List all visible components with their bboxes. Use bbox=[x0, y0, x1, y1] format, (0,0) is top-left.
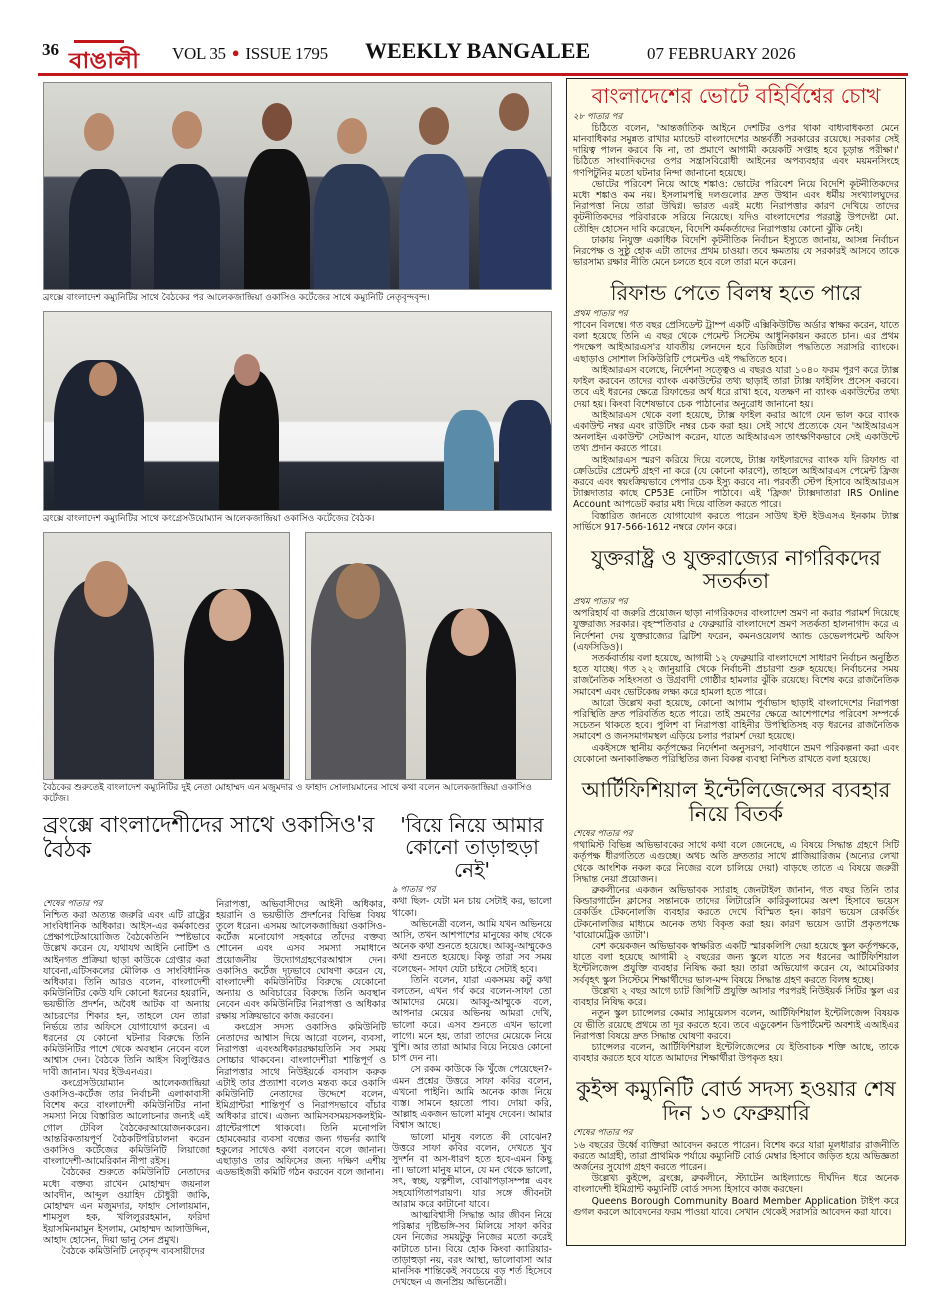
jump-line: শেষের পাতার পর bbox=[573, 829, 633, 840]
photo-conversation-1 bbox=[43, 532, 290, 780]
paragraph: সতর্কবার্তায় বলা হয়েছে, আগামী ১২ ফেব্রুয়ারি বাংলাদেশে সাধারণ নির্বাচন অনুষ্ঠিত হতে যাচ্ছে। গত ২২ জানুয়ারি থেকে নির্বাচনী প্রচারণা শুরু হয়েছে। নির্বাচনের সময় রাজনৈতিক সহিংসতা ও উগ্রবাদী গোষ্ঠীর হামলার ঝুঁকি রয়েছে। বিশেষ করে রাজনৈতিক সমাবেশ এবং ভোটকেন্দ্র লক্ষ্য করে হামলা হতে পারে। bbox=[573, 652, 899, 698]
article-body bbox=[573, 1128, 899, 1218]
header-rule bbox=[38, 73, 908, 76]
paragraph: ভালো মানুষ বলতে কী বোঝেন? উত্তরে সাফা কবির বলেন, দেখতে খুব সুদর্শন বা অস-ধারণ হতে হবে-এমন কিছু না। ভালো মানুষ মানে, যে মন থেকে ভালো, সৎ, স্বচ্ছ, যত্নশীল, বোঝাপড়াসম্পন্ন এবং সহযোগিতাপরায়ণ। যার সঙ্গে জীবনটা আরাম করে কাটানো যাবে। bbox=[392, 1131, 552, 1210]
article-headline: রিফান্ড পেতে বিলম্ব হতে পারে bbox=[610, 281, 862, 306]
left-column bbox=[43, 82, 552, 1288]
photo-meeting bbox=[43, 311, 552, 511]
volume: VOL 35 bbox=[172, 44, 226, 63]
paragraph: অপরিহার্য বা জরুরি প্রয়োজন ছাড়া নাগরিকদের বাংলাদেশ ভ্রমণ না করার পরামর্শ দিয়েছে যুক্তরাজ্য সরকার। বৃহস্পতিবার ৫ ফেব্রুয়ারি বাংলাদেশে ভ্রমণ সতর্কতা হালনাগাদ করে এ নির্দেশনা দেয় যুক্তরাজ্যের ব্রিটিশ ফরেন, কমনওয়েলথ অ্যান্ড ডেভেলপমেন্ট অফিস (এফসিডিও)। bbox=[573, 608, 899, 653]
right-article bbox=[573, 1078, 899, 1218]
jump-line: ২৮ পাতার পর bbox=[573, 111, 623, 122]
paper-name: WEEKLY BANGALEE bbox=[365, 38, 591, 63]
paragraph: গথামিস্ট বিভিন্ন অভিভাবকের সাথে কথা বলে জেনেছে, এ বিষয়ে সিদ্ধান্ত গ্রহণে সিটি কর্তৃপক্ষ ধীরগতিতে এগুচ্ছে। অথচ অতি দ্রুততার সাথে প্লাজিয়ারিজম (অন্যের লেখা থেকে আংশিক নকল করে নিজের বলে চালিয়ে দেয়া) বাড়ছে তাতে এ বিষয়ে জরুরী সিদ্ধান্ত নেয়া প্রয়োজন। bbox=[573, 840, 899, 885]
paragraph: কংগ্রেসউয়োম্যান আলেকজান্দ্রিয়া ওকাসিও-কর্টেজ তার নির্বাচনী এলাকাবাসী বিশেষ করে বাংলাদেশী কমিউনিটির নানা সমস্যা নিয়ে বিস্তারিত আলোচনার জন্যই এই গোল টেবিল বৈঠকেরআয়োজনকরেন। আন্তরিকতায়পূর্ণ বৈঠকটিপরিচালনা করেন ওকাসিও কর্টেজের কমিউনিটি লিয়াজো বাংলাদেশী-আমেরিকান নীপা রইস। bbox=[43, 1077, 210, 1168]
paragraph: বৈঠকের শুরুতে কমিউনিটি নেতাদের মধ্যে বক্তব্য রাখেন মোহাম্মদ জয়নাল আবদীন, আব্দুল ওয়াহিদ চৌধুরী জাকি, মোহাম্মদ এন মজুমদার, ফাহাদ সোলায়মান, শামসুল হক, খলিলুররহমান, ফরিদা ইয়াসমিনমামুন ইসলাম, মোহাম্মদ আলাউদ্দিন, আহাদ হোসেন, দিয়া ভানু সেন প্রমুখ। bbox=[43, 1167, 210, 1246]
right-article bbox=[573, 779, 899, 1064]
photo-group bbox=[43, 82, 552, 290]
article-column bbox=[43, 899, 210, 1289]
bullet-icon: ● bbox=[231, 45, 240, 60]
paragraph: ১৬ বছরের উর্ধ্বে ব্যক্তিরা আবেদন করতে পারেন। বিশেষ করে যারা মূলধারার রাজনীতি করতে আগ্রহী, তারা প্রাথমিক পর্যায়ে কম্যুনিটি বোর্ড মেম্বার হিসাবে জড়িত হয়ে অভিজ্ঞতা অর্জনের সুযোগ গ্রহণ করতে পারেন। bbox=[573, 1139, 899, 1173]
photo-caption: বৈঠকের শুরুতেই বাংলাদেশ কম্যুনিটির দুই নেতা মোহাম্মদ এন মজুমদার ও ফাহাদ সোলায়মানের সাথে কথা বলেন আলেকজান্দ্রিয়া ওকাসিও কর্টেজ। bbox=[43, 783, 532, 804]
issue: ISSUE 1795 bbox=[245, 44, 328, 63]
jump-line: প্রথম পাতার পর bbox=[573, 596, 628, 607]
photo-row bbox=[43, 532, 552, 780]
paragraph: আরো উল্লেখ করা হয়েছে, কোনো আগাম পূর্বাভাস ছাড়াই বাংলাদেশের নিরাপত্তা পরিস্থিতি দ্রুত পরিবর্তিত হতে পারে। তাই ভ্রমণের ক্ষেত্রে আশেপাশের পরিবেশ সম্পর্কে সচেতন থাকতে হবে। পুলিশ বা নিরাপত্তা বাহিনীর উপস্থিতিসহ বড় ধরনের রাজনৈতিক সমাবেশ ও জনসমাগমস্থল এড়িয়ে চলার পরামর্শ দেয়া হয়েছে। bbox=[573, 697, 899, 743]
photo-conversation-2 bbox=[305, 532, 552, 780]
issue-date: 07 FEBRUARY 2026 bbox=[647, 44, 796, 63]
paragraph: আত্মবিশ্বাসী সিদ্ধান্ত আর জীবন নিয়ে পরিষ্কার দৃষ্টিভঙ্গি-সব মিলিয়ে সাফা কবির যেন নিজের সময়টুকু নিজের মতো করেই কাটাতে চান। বিয়ে হোক কিংবা ক্যারিয়ার-তাড়াহুড়া নয়, বরং আস্থা, ভালোবাসা আর মানসিক শান্তিকেই সবচেয়ে বড় শর্ত হিসেবে দেখছেন এ জনপ্রিয় অভিনেত্রী। bbox=[392, 1210, 552, 1289]
jump-line: ৯ পাতার পর bbox=[392, 885, 436, 896]
paragraph: নিরাপত্তা, অভিবাসীদের আইনী অধিকার, হয়রানি ও ভয়ভীতি প্রদর্শনের বিভিন্ন বিষয় তুলে ধরেন। এসময় আলেকজান্দ্রিয়া ওকাসিও-কর্টেজ মনোযোগ সহকারে তাঁদের বক্তব্য শোনেন এবং এসব সমস্যা সমাধানে প্রয়োজনীয় উদ্যোগগ্রহণেরআশ্বাস দেন।ওকাসিও কর্টেজ দৃঢ়ভাবে ঘোষণা করেন যে, বাংলাদেশী কমিউনিটির বিরুদ্ধে যেকোনো অন্যায় ও অবিচারের বিরুদ্ধে তিনি অবস্থান নেবেন এবং কমিউনিটির নিরাপত্তা ও অধিকার রক্ষায় সক্রিয়ভাবে কাজ করবেন। bbox=[216, 898, 386, 1022]
paragraph: একইসঙ্গে স্থানীয় কর্তৃপক্ষের নির্দেশনা অনুসরণ, সাবধানে ভ্রমণ পরিকল্পনা করা এবং যেকোনো অনাকাঙ্ক্ষিত পরিস্থিতির জন্য বিকল্প ব্যবস্থা নিশ্চিত রাখতে বলা হয়েছে। bbox=[573, 742, 899, 765]
paragraph: আইআরএস স্মরণ করিয়ে দিয়ে বলেছে, ট্যাক্স ফাইলারদের ব্যাংক যদি রিফান্ড বা ক্রেডিটের প্রেমেন্ট গ্রহণ না করে (যে কোনো কারণে), তাহলে আইআরএস পেমেন্ট ফ্রিজ করবে এবং স্বয়ংক্রিয়ভাবে পেপার চেক ইস্যু করবে না। পরবর্তী স্টেপ হিসাবে আইআরএস ট্যাক্সদাতার কাছে CP53E নোটিস পাঠাবে। এই 'ফ্রিজ' ট্যাক্সদাতারা IRS Online Account আপডেট করার মধ্য দিয়ে বাতিল করতে পারে। bbox=[573, 454, 899, 511]
right-article bbox=[573, 85, 899, 268]
paragraph: বিস্তারিত জানতে যোগাযোগ করতে পারেন সাউথ ইস্ট ইউএসএ ইনকাম ট্যাক্স সার্ভিসে 917-566-1612 নম্বরে ফোন করে। bbox=[573, 510, 899, 533]
article-headline: যুক্তরাষ্ট্র ও যুক্তরাজ্যের নাগরিকদের সতর্কতা bbox=[591, 545, 881, 594]
jump-line: শেষের পাতার পর bbox=[43, 898, 103, 909]
paragraph: তিনি বলেন, যারা একসময় কটু কথা বলতেন, এখন গর্ব করে বলেন-সাফা তো আমাদের মেয়ে। আব্বু-আম্মুকে বলে, আপনার মেয়ের অভিনয় আমরা দেখি, ভালো করে। এসব শুনতে এখন ভালো লাগে। মনে হয়, তারা তাদের মেয়েকে নিয়ে খুশি। আর তারা আমার বিয়ে নিয়েও কোনো চাপ দেন না। bbox=[392, 974, 552, 1065]
paragraph: পাবেন বিলম্বে। গত বছর প্রেসিডেন্ট ট্রাম্প একটি এক্সিকিউটিভ অর্ডার স্বাক্ষর করেন, যাতে বলা হয়েছে তিনি এ বছর থেকে পেমেন্ট সিস্টেম আধুনিকায়ন করতে চান। এর প্রথম পদক্ষেপ আইআরএস'র যাবতীয় লেনদেন হবে ডিজিটাল পদ্ধতিতে সরাসরি ব্যাংকে। এছাড়াও সোশাল সিকিউরিটি পেমেন্টও এই পদ্ধতিতে হবে। bbox=[573, 320, 899, 365]
photo-caption: ব্রংক্সে বাংলাদেশ কম্যুনিটির সাথে বৈঠকের পর আলেকজান্দ্রিয়া ওকাসিও কর্টেজের সাথে কম্যুনিটি নেতৃবৃন্দবৃন্দ। bbox=[43, 293, 430, 303]
article-body bbox=[573, 597, 899, 765]
paragraph: সে রকম কাউকে কি খুঁজে পেয়েছেন?- এমন প্রশ্নের উত্তরে সাফা কবির বলেন, এখনো পাইনি। আমি অনেক কাজ নিয়ে ব্যস্ত। সামনে হয়তো পাব। দোয়া করি, আল্লাহ একজন ভালো মানুষ দেবেন। আমার বিশ্বাস আছে। bbox=[392, 1064, 552, 1132]
paragraph: কথা ছিল- যেটা মন চায় সেটাই কর, ভালো থাকো। bbox=[392, 896, 552, 919]
right-column-box bbox=[566, 78, 906, 1246]
jump-line: প্রথম পাতার পর bbox=[573, 308, 628, 319]
article-body bbox=[573, 829, 899, 1064]
article-body bbox=[573, 112, 899, 269]
paragraph: নিশ্চিত করা অত্যন্ত জরুরি এবং এটি রাষ্ট্রের সাংবিধানিক অধিকার। আইস-এর কর্মকাণ্ডের প্রেক্ষাপটেআয়োজিত বৈঠকেতিনি স্পষ্টভাবে উল্লেখ করেন যে, যথাযথ আইনি নোটিশ ও আইনগত প্রক্রিয়া ছাড়া কাউকে গ্রেপ্তার করা যাবেনা,এটিসকলের মৌলিক ও সাংবিধানিক অধিকার। তিনি আরও বলেন, বাংলাদেশী কমিউনিটির কেউ যদি কোনো ধরনের হয়রানি, ভয়ভীতি প্রদর্শন, অবৈধ আটক বা অন্যায় আচরণের শিকার হন, তাহলে যেন তারা নির্ভয়ে তার অফিসে যোগাযোগ করেন। এ ধরনের যে কোনো ঘটনার বিরুদ্ধে তিনি কমিউনিটির পাশে থেকে অবস্থান নেবেন বলে আশ্বাস দেন। বৈঠকে তিনি আইস বিলুপ্তিরও দাবী জানান। খবর ইউএনএর। bbox=[43, 909, 210, 1078]
issue-info bbox=[172, 44, 328, 64]
paragraph: আইআরএস থেকে বলা হয়েছে, ট্যাক্স ফাইল করার আগে যেন ভাল করে ব্যাংক একাউন্ট নম্বর এবং রাউটিং নম্বর চেক করা হয়। সেই সাথে প্রত্যেকে যেন 'আইআরএস অনলাইন একাউন্ট' সেটআপ করেন, যাতে আইআরএস তাৎক্ষণিকভাবে সেই একাউন্টে তথ্য প্রদান করতে পারে। bbox=[573, 409, 899, 455]
page-number: 36 bbox=[42, 40, 59, 59]
paragraph: উল্লেখ্য ২ বছর আগে চ্যাট জিপিটি প্রযুক্তি আসার পরপরই নিউইয়র্ক সিটির স্কুল এর ব্যবহার নিষিদ্ধ করে। bbox=[573, 985, 899, 1009]
paragraph: অভিনেত্রী বলেন, আমি যখন অভিনয়ে আসি, তখন আশপাশের মানুষের কাছ থেকে অনেক কথা শুনতে হয়েছে। আব্বু-আম্মুকেও কথা শুনতে হয়েছে। কিন্তু তারা সব সময় বলেছেন- সাফা যেটা চাইবে সেটাই হবে। bbox=[392, 918, 552, 975]
paragraph: বেশ কয়েকজন অভিভাবক স্বাক্ষরিত একটি স্মারকলিপি দেয়া হয়েছে স্কুল কর্তৃপক্ষকে, যাতে বলা হয়েছে আগামী ২ বছরের জন্য স্কুলে যাতে সব ধরনের আর্টিফিশিয়াল ইন্টেলিজেন্স প্রযুক্তি ব্যবহার নিষিদ্ধ করা হয়। তারা অভিযোগ করেন যে, আমেরিকার সর্ববৃহৎ স্কুল সিস্টেমে শিক্ষার্থীদের ভাল-মন্দ বিষয়ে সিদ্ধান্ত গ্রহণ করতে বিলম্ব হচ্ছে। bbox=[573, 941, 899, 986]
paragraph: আইআরএস বলেছে, নির্দেশনা সত্ত্বেও এ বছরও যারা ১০৪০ ফরম পূরণ করে ট্যাক্স ফাইল করবেন তাদের ব্যাংক একাউন্টের তথ্য ছাড়াই তারা ট্যাক্স ফাইলিং প্রসেস করবে। তবে এই ধরনের ক্ষেত্রে রিফান্ডের অর্থ ধরে রাখা হবে, যতক্ষণ না ব্যাংক একাউন্টের তথ্য দেয়া হয়। কিংবা বিশেষভাবে চেক পাঠানোর অনুরোধ জানানো হয়। bbox=[573, 364, 899, 410]
jump-line: শেষের পাতার পর bbox=[573, 1128, 633, 1139]
paragraph: চিঠিতে বলেন, 'আন্তর্জাতিক আইনে দেশটির ওপর থাকা বাধ্যবাধকতা মেনে মানবাধিকার সমুন্নত রাখার ম্যান্ডেট বাংলাদেশের অন্তর্বর্তী সরকারের রয়েছে। সরকার সেই দায়িত্ব পালন করবে কি না, তা প্রমাণে আগামী কয়েকটি সপ্তাহ হবে চূড়ান্ত পরীক্ষা।' চিঠিতে সাংবাদিকদের ওপর সন্ত্রাসবিরোধী আইনের অপব্যবহার এবং ময়মনসিংহে গণপিটুনির মতো ঘটনার নিন্দা জানানো হয়েছে। bbox=[573, 122, 899, 179]
article-headline: কুইন্স কম্যুনিটি বোর্ড সদস্য হওয়ার শেষ দিন ১৩ ফেব্রুয়ারি bbox=[576, 1077, 896, 1125]
article-2 bbox=[392, 814, 552, 1288]
article-column bbox=[216, 899, 386, 1289]
paragraph: বৈঠকে কমিউনিটি নেতৃবৃন্দ ব্যবসায়ীদের bbox=[61, 1245, 205, 1257]
paragraph: উল্লেখ্য কুইন্সে, ব্রংক্সে, ব্রুকলীনে, স্ট্যাটেন আইল্যান্ডে দীর্ঘদিন ধরে অনেক বাংলাদেশী ইমিগ্রান্ট কম্যুনিটি বোর্ড সদস্য হিসাবে কাজ করছেন। bbox=[573, 1173, 899, 1196]
paragraph: চ্যান্সেলর বলেন, আর্টিফিশিয়াল ইন্টেলিজেন্সের যে ইতিবাচক শক্তি আছে, তাকে ব্যবহার করতে হবে যাতে আমাদের শিক্ষার্থীরা উপকৃত হয়। bbox=[573, 1041, 899, 1065]
newspaper-logo bbox=[64, 38, 144, 74]
paragraph: ঢাকায় নিযুক্ত একাধিক বিদেশি কূটনীতিক নির্বাচন ইস্যুতে জানায়, আসন্ন নির্বাচন নিরপেক্ষ ও সুষ্ঠু হোক এটা তাদের প্রথম চাওয়া। তবে ক্ষমতায় যে সরকারই আসবে তাকে ভারসাম্য রক্ষার নীতি মেনে চলতে হবে বলে তারা মনে করেন। bbox=[573, 234, 899, 269]
svg-text:বাঙালী: বাঙালী bbox=[69, 49, 133, 74]
article-column bbox=[392, 885, 552, 1288]
article-headline: আর্টিফিশিয়াল ইন্টেলিজেন্সের ব্যবহার নিয়ে বিতর্ক bbox=[581, 778, 891, 826]
article-body bbox=[573, 309, 899, 533]
photo-caption: ব্রংক্সে বাংলাদেশ কম্যুনিটির সাথে কংগ্রেসউয়োম্যান আলেকজান্দ্রিয়া ওকাসিও কর্টেজের বৈঠক। bbox=[43, 514, 375, 524]
paragraph: কংগ্রেস সদস্য ওকাসিও কমিউনিটি নেতাদের আশ্বাস দিয়ে আরো বলেন, ব্যবসা, নিরাপত্তা এবংঅধিকাররক্ষায়তিনি সব সময় সোচ্চার থাকবেন। বাংলাদেশীরা শান্তিপূর্ণ ও নিরাপত্তার সাথে নিউইয়র্কে বসবাস করুক এটাই তার প্রত্যাশা বলেও মন্তব্য করে ওকাসি কমিউনিটি নেতাদের উদ্দেশে বলেন, ইমিগ্রান্টরা শান্তিপূর্ণ ও নিরাপদভাবে বাঁচার অধিকার রাখে। এজন্য আমিসবসময়সকলইমি-গ্রান্টেরপাশে থাকবো। তিনি মনোপলি হোমকেয়ার ব্যবসা বন্ধের জন্য গভর্নর ক্যাথি হকুলের সাথেও কথা বলবেন বলে জানান। এছাড়াও তার অফিসের জন্য দক্ষিণ এশীয় এডভাইজরী কমিটি গঠন করবেন বলে জানান। bbox=[216, 1021, 386, 1179]
article-headline: ব্রংক্সে বাংলাদেশীদের সাথে ওকাসিও'র বৈঠক bbox=[43, 813, 375, 863]
paragraph: নতুন স্কুল চ্যান্সেলর কেমার স্যামুয়েলস বলেন, আর্টিফিশিয়াল ইন্টেলিজেন্স বিষয়ক যে ভীতি রয়েছে প্রথমে তা দূর করতে হবে। তবে এডুকেশন ডিপার্টমেন্ট অবশ্যই এআইএর নিরাপত্তা বিষয়ে দ্রুত সিদ্ধান্ত ঘোষণা করবে। bbox=[573, 1008, 899, 1042]
left-articles bbox=[43, 814, 552, 1288]
paragraph: ব্রুকলীনের একজন অভিভাবক স্যারাহ জেনটাইল জানান, গত বছর তিনি তার কিন্ডারগার্টেন ক্লাসের সন্তানকে তাদের লিটারেসি কারিকুলামের অংশ হিসাবে ভয়েস রেকর্ডিং টেকনোলজি ব্যবহার করতে দেখে বিস্মিত হন। কারণ ভয়েস রেকর্ডিং টেকনোলজির মাধ্যমে অনেক তথ্য বিকৃত করা হয়। কারণ ভয়েস ড্যাটা প্রকৃতপক্ষে 'বায়োমেট্রিক ড্যাটা'। bbox=[573, 885, 899, 941]
paragraph: ভোটের পরিবেশ নিয়ে আছে শঙ্কাও: ভোটের পরিবেশ নিয়ে বিদেশি কূটনীতিকদের মধ্যে শঙ্কাও কম নয়। ইসলামপন্থি দলগুলোর দ্রুত উত্থান এবং ধর্মীয় সংখ্যালঘুদের নিরাপত্তা নিয়ে তারা উদ্বিগ্ন। ভারত এরই মধ্যে নিরাপত্তার কারণ দেখিয়ে তাদের কূটনীতিকদের পরিবারকে সরিয়ে নিয়েছে। যদিও বাংলাদেশের পররাষ্ট্র উপদেষ্টা মো. তৌহিদ হোসেন দাবি করেছেন, বিদেশি কর্মকর্তাদের নিরাপত্তায় কোনো ঝুঁকি নেই। bbox=[573, 178, 899, 235]
right-article bbox=[573, 547, 899, 765]
article-headline: 'বিয়ে নিয়ে আমার কোনো তাড়াহুড়া নেই' bbox=[400, 813, 544, 882]
article-headline: বাংলাদেশের ভোটে বহির্বিশ্বের চোখ bbox=[591, 84, 881, 108]
paragraph: Queens Borough Community Board Member Application টাইপ করে গুগল করলে আবেদনের ফরম পাওয়া যাবে। সেখান থেকেই সরাসরি আবেদন করা যাবে। bbox=[573, 1195, 899, 1218]
right-article bbox=[573, 282, 899, 533]
